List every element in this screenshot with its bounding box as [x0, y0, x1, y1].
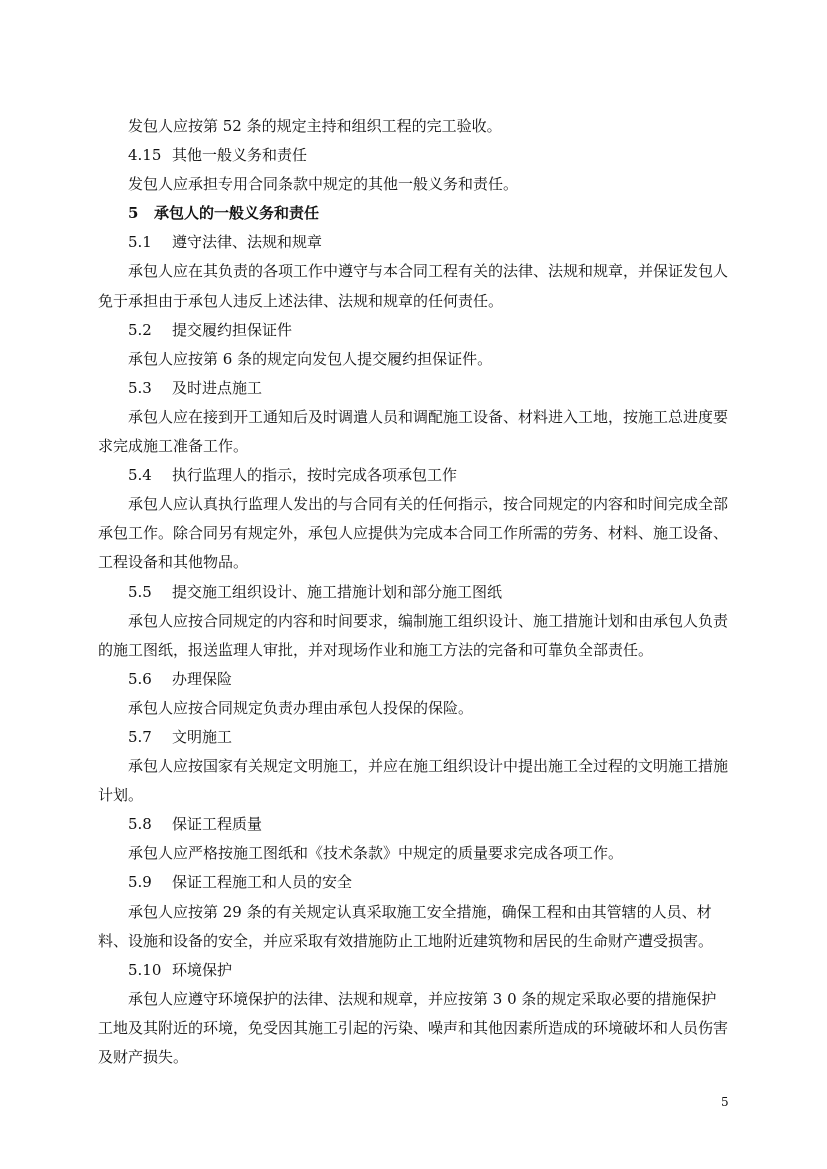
- section-heading: [98, 723, 731, 752]
- section-title: 遵守法律、法规和规章: [172, 233, 323, 252]
- section-number: 5.7: [128, 727, 152, 746]
- section-title: 文明施工: [172, 727, 233, 746]
- document-body: [98, 112, 731, 1072]
- section-title: 执行监理人的指示，按时完成各项承包工作: [172, 466, 458, 485]
- page-number: 5: [721, 1095, 729, 1109]
- section-number: 5.10: [128, 960, 162, 979]
- body-paragraph: 发包人应承担专用合同条款中规定的其他一般义务和责任。: [128, 175, 519, 194]
- body-paragraph: 承包人应严格按施工图纸和《技术条款》中规定的质量要求完成各项工作。: [128, 844, 624, 863]
- section-heading: [98, 956, 731, 985]
- body-paragraph: 承包人应在其负责的各项工作中遵守与本合同工程有关的法律、法规和规章，并保证发包人免于承担由于承包人违反上述法律、法规和规章的任何责任。: [98, 262, 729, 310]
- section-title: 及时进点施工: [172, 378, 263, 397]
- section-title: 环境保护: [172, 960, 233, 979]
- section-title: 保证工程质量: [172, 815, 263, 834]
- section-heading: [98, 810, 731, 839]
- section-heading: [98, 578, 731, 607]
- section-heading: [98, 316, 731, 345]
- section-number: 5.8: [128, 815, 152, 834]
- section-number: 5.9: [128, 873, 152, 892]
- body-paragraph: 承包人应按第 6 条的规定向发包人提交履约担保证件。: [128, 349, 493, 368]
- section-heading: [98, 868, 731, 897]
- section-title: 保证工程施工和人员的安全: [172, 873, 353, 892]
- section-title: 承包人的一般义务和责任: [154, 204, 320, 223]
- section-heading: [98, 141, 731, 170]
- section-number: 5: [128, 204, 139, 223]
- section-title: 办理保险: [172, 669, 233, 688]
- section-number: 5.6: [128, 669, 152, 688]
- section-heading: [98, 461, 731, 490]
- section-number: 5.2: [128, 320, 152, 339]
- section-heading: [98, 374, 731, 403]
- body-paragraph: 承包人应按国家有关规定文明施工，并应在施工组织设计中提出施工全过程的文明施工措施计划。: [98, 757, 729, 805]
- section-number: 5.3: [128, 378, 152, 397]
- body-paragraph: 承包人应按第 29 条的有关规定认真采取施工安全措施，确保工程和由其管辖的人员、材料、设施和设备的安全，并应采取有效措施防止工地附近建筑物和居民的生命财产遭受损害。: [98, 902, 714, 950]
- body-paragraph: 承包人应按合同规定负责办理由承包人投保的保险。: [128, 698, 474, 717]
- body-paragraph: 发包人应按第 52 条的规定主持和组织工程的完工验收。: [128, 117, 502, 135]
- body-paragraph: 承包人应遵守环境保护的法律、法规和规章，并应按第 3 0 条的规定采取必要的措施保护工地及其附近的环境，免受因其施工引起的污染、噪声和其他因素所造成的环境破坏和人员伤害及财产损失。: [98, 989, 729, 1066]
- section-number: 5.1: [128, 233, 152, 252]
- section-number: 5.4: [128, 466, 152, 485]
- section-number: 4.15: [128, 146, 162, 165]
- section-number: 5.5: [128, 582, 152, 601]
- section-heading: [98, 665, 731, 694]
- chapter-heading: [98, 199, 731, 228]
- body-paragraph: 承包人应在接到开工通知后及时调遣人员和调配施工设备、材料进入工地，按施工总进度要求完成施工准备工作。: [98, 407, 729, 456]
- body-paragraph: 承包人应认真执行监理人发出的与合同有关的任何指示，按合同规定的内容和时间完成全部承包工作。除合同另有规定外，承包人应提供为完成本合同工作所需的劳务、材料、施工设备、工程设备和其他物品。: [98, 495, 729, 572]
- body-paragraph: 承包人应按合同规定的内容和时间要求，编制施工组织设计、施工措施计划和由承包人负责的施工图纸，报送监理人审批，并对现场作业和施工方法的完备和可靠负全部责任。: [98, 611, 729, 659]
- section-title: 其他一般义务和责任: [172, 146, 308, 165]
- section-heading: [98, 228, 731, 257]
- section-title: 提交履约担保证件: [172, 320, 293, 339]
- section-title: 提交施工组织设计、施工措施计划和部分施工图纸: [172, 582, 503, 601]
